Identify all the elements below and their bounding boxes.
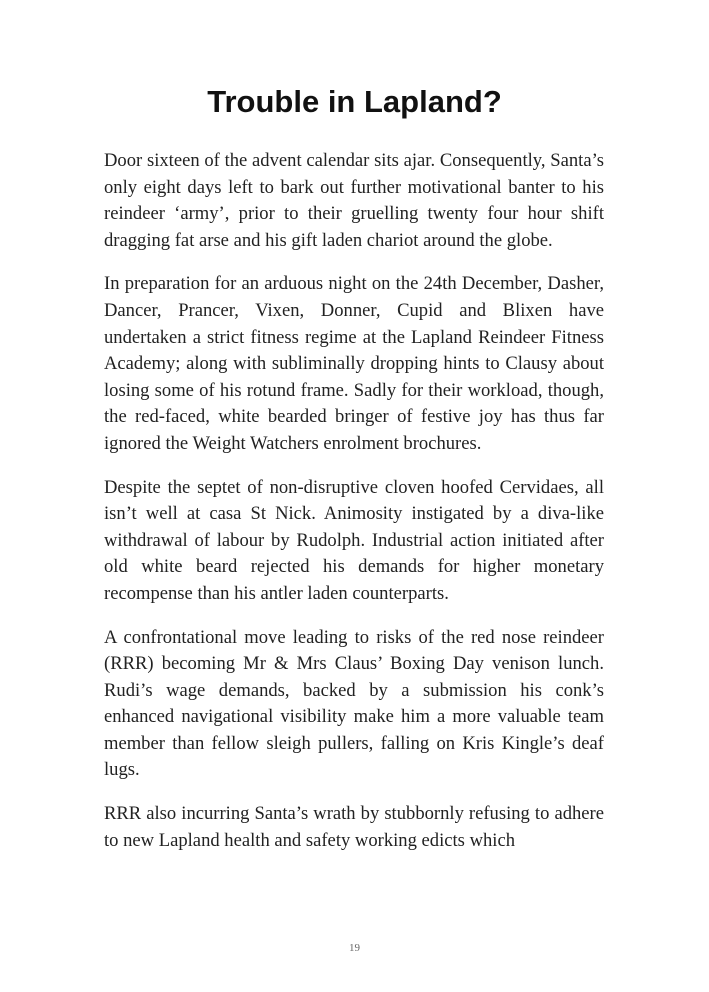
article-body [104, 148, 604, 871]
paragraph: Despite the septet of non-disruptive cloven hoofed Cervidaes, all isn’t well at casa St Nick. Animosity instigated by a diva-like withdrawal of labour by Rudolph. Industrial action initiated after old white beard rejected his demands for higher monetary recompense than his antler laden counterparts. [104, 476, 604, 604]
paragraph: A confrontational move leading to risks of the red nose reindeer (RRR) becoming Mr & Mrs Claus’ Boxing Day venison lunch. Rudi’s wage demands, backed by a submission his conk’s enhanced navigational visibility make him a more valuable team member than fellow sleigh pullers, falling on Kris Kingle’s deaf lugs. [104, 626, 604, 781]
paragraph: RRR also incurring Santa’s wrath by stubbornly refusing to adhere to new Lapland health and safety working edicts which [104, 803, 604, 851]
page-title: Trouble in Lapland? [207, 84, 502, 119]
paragraph: In preparation for an arduous night on the 24th December, Dasher, Dancer, Prancer, Vixen, Donner, Cupid and Blixen have undertaken a strict fitness regime at the Lapland Reindeer Fitness Academy; along with subliminally dropping hints to Clausy about losing some of his rotund frame. Sadly for their workload, though, the red-faced, white bearded bringer of festive joy has thus far ignored the Weight Watchers enrolment brochures. [104, 273, 604, 454]
page-number: 19 [349, 942, 360, 954]
paragraph: Door sixteen of the advent calendar sits ajar. Consequently, Santa’s only eight days left to bark out further motivational banter to his reindeer ‘army’, prior to their gruelling twenty four hour shift dragging fat arse and his gift laden chariot around the globe. [104, 150, 604, 251]
